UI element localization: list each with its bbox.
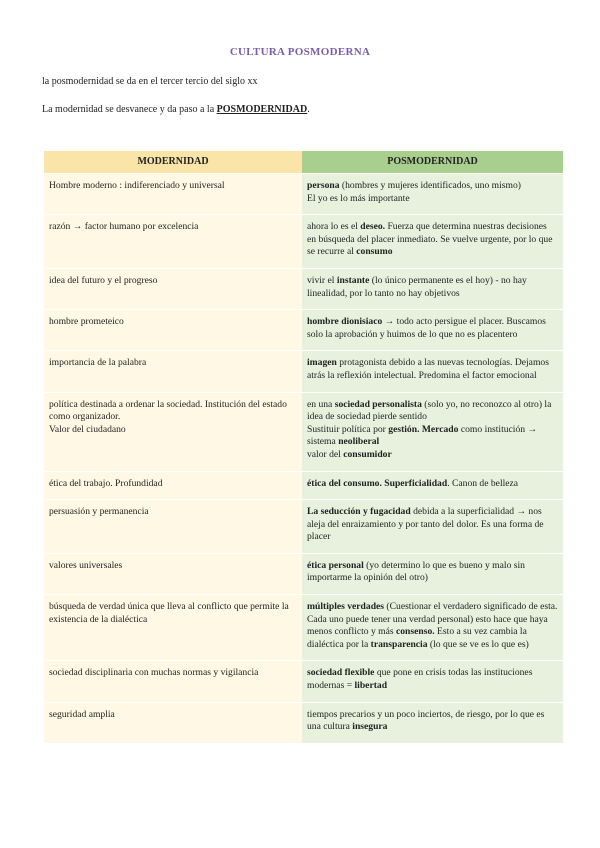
cell-text: → todo acto persigue el placer. Buscamos solo la aprobación y huimos de lo que no es placentero <box>307 316 546 340</box>
cell-emphasis: deseo. <box>360 221 386 233</box>
cell-emphasis: La seducción y fugacidad <box>307 506 411 518</box>
table-body <box>44 174 563 743</box>
cell-emphasis: insegura <box>352 721 388 733</box>
table-row <box>44 595 563 660</box>
cell-text: persuasión y permanencia <box>49 506 149 518</box>
cell-text: Sustituir política por <box>307 423 389 435</box>
cell-text: (lo único permanente es el hoy) - no hay linealidad, por lo tanto no hay objetivos <box>307 274 527 299</box>
cell-emphasis: hombre dionisiaco <box>307 316 383 328</box>
posmodernidad-cell <box>302 472 563 500</box>
cell-text: idea del futuro y el progreso <box>49 274 158 286</box>
table-row <box>44 269 563 309</box>
cell-emphasis: sociedad flexible <box>307 667 375 679</box>
cell-text: importancia de la palabra <box>49 357 147 369</box>
table-row <box>44 310 563 350</box>
cell-text: sociedad disciplinaria con muchas normas y vigilancia <box>49 667 259 679</box>
cell-text: (lo que se ve es lo que es) <box>427 638 529 650</box>
posmodernidad-cell <box>302 703 563 743</box>
cell-text: valor del <box>307 448 344 460</box>
cell-text: tiempos precarios y un poco inciertos, de riesgo, por lo que es una cultura <box>307 708 545 733</box>
table-row <box>44 351 563 391</box>
cell-text: Valor del ciudadano <box>49 423 126 435</box>
cell-emphasis: consumidor <box>343 448 392 460</box>
cell-text: Fuerza que determina nuestras decisiones en búsqueda del placer inmediato. Se vuelve urgente, por lo que se recurre al <box>307 221 553 258</box>
posmodernidad-cell <box>302 351 563 391</box>
cell-text: búsqueda de verdad única que lleva al conflicto que permite la existencia de la dialéctica <box>49 601 289 625</box>
cell-text: seguridad amplia <box>49 708 115 720</box>
cell-emphasis: libertad <box>354 680 388 692</box>
cell-emphasis: instante <box>336 274 370 286</box>
posmodernidad-cell <box>302 595 563 660</box>
page-title: CULTURA POSMODERNA <box>229 46 371 58</box>
table-row <box>44 393 563 471</box>
table-row <box>44 703 563 743</box>
cell-text: . Canon de belleza <box>447 477 519 489</box>
posmodernidad-cell <box>302 215 563 268</box>
table-header-row <box>44 151 563 173</box>
cell-text: valores universales <box>49 559 123 571</box>
cell-text: Esto a su vez cambia la dialéctica por la <box>307 626 527 650</box>
cell-emphasis: consenso. <box>396 626 435 638</box>
modernidad-cell <box>44 472 302 500</box>
posmodernidad-cell <box>302 661 563 701</box>
cell-emphasis: ética personal <box>307 559 364 571</box>
table-row <box>44 174 563 214</box>
cell-emphasis: neoliberal <box>338 436 380 448</box>
cell-text: Hombre moderno : indiferenciado y universal <box>49 180 225 191</box>
cell-text: razón → factor humano por excelencia <box>49 221 199 233</box>
posmodernidad-cell <box>302 174 563 214</box>
modernidad-cell <box>44 269 302 309</box>
posmodernidad-cell <box>302 500 563 553</box>
cell-text: política destinada a ordenar la sociedad. Institución del estado como organizador. <box>49 398 287 423</box>
cell-text: protagonista debido a las nuevas tecnologías. Dejamos atrás la reflexión intelectual. Predomina el factor emocional <box>307 357 549 381</box>
modernidad-cell <box>44 703 302 743</box>
modernidad-cell <box>44 500 302 553</box>
intro-line: la posmodernidad se da en el tercer tercio del siglo xx <box>42 76 258 87</box>
cell-text: ahora lo es el <box>307 221 361 233</box>
modernidad-cell <box>44 310 302 350</box>
table-row <box>44 661 563 701</box>
modernidad-cell <box>44 174 302 214</box>
intro-line-2 <box>42 104 310 115</box>
posmodernidad-cell <box>302 269 563 309</box>
table-row <box>44 554 563 594</box>
table-row <box>44 472 563 500</box>
modernidad-cell <box>44 554 302 594</box>
table-row <box>44 215 563 268</box>
cell-emphasis: sociedad personalista <box>334 398 422 410</box>
posmodernidad-cell <box>302 393 563 471</box>
intro-2-end: . <box>307 104 310 115</box>
header-modernidad: MODERNIDAD <box>44 151 302 173</box>
cell-text: como institución → sistema <box>307 423 538 448</box>
intro-2-text: La modernidad se desvanece y da paso a la <box>42 104 217 115</box>
cell-text: hombre prometeico <box>49 316 124 328</box>
cell-emphasis: múltiples verdades <box>307 601 385 613</box>
modernidad-cell <box>44 351 302 391</box>
cell-text: (Cuestionar el verdadero significado de esta. Cada uno puede tener una verdad personal) esto hace que haya menos conflicto y más <box>307 601 558 638</box>
cell-text: que pone en crisis todas las instituciones modernas = <box>307 667 533 692</box>
cell-text: (hombres y mujeres identificados, uno mismo) <box>339 180 521 191</box>
intro-2-emphasis: POSMODERNIDAD <box>216 104 308 115</box>
cell-emphasis: transparencia <box>370 638 428 650</box>
cell-emphasis: gestión. Mercado <box>388 423 459 435</box>
cell-text: El yo es lo más importante <box>307 192 410 204</box>
cell-text: debida a la superficialidad → nos aleja del enraizamiento y por tanto del dolor. Es una forma de placer <box>307 506 544 543</box>
modernidad-cell <box>44 595 302 660</box>
cell-emphasis: ética del consumo. Superficialidad <box>307 477 448 489</box>
modernidad-cell <box>44 215 302 268</box>
cell-text: (yo determino lo que es bueno y malo sin importarme la opinión del otro) <box>307 559 525 584</box>
cell-emphasis: consumo <box>356 246 393 258</box>
header-posmodernidad: POSMODERNIDAD <box>302 151 563 173</box>
modernidad-cell <box>44 393 302 471</box>
cell-text: vivir el <box>307 274 337 286</box>
posmodernidad-cell <box>302 554 563 594</box>
table-row <box>44 500 563 553</box>
posmodernidad-cell <box>302 310 563 350</box>
cell-emphasis: persona <box>307 180 340 191</box>
comparison-table <box>44 150 563 744</box>
cell-emphasis: imagen <box>307 357 337 369</box>
cell-text: en una <box>307 398 335 410</box>
modernidad-cell <box>44 661 302 701</box>
cell-text: ética del trabajo. Profundidad <box>49 477 163 489</box>
cell-text: (solo yo, no reconozco al otro) la idea de sociedad pierde sentido <box>307 398 552 423</box>
